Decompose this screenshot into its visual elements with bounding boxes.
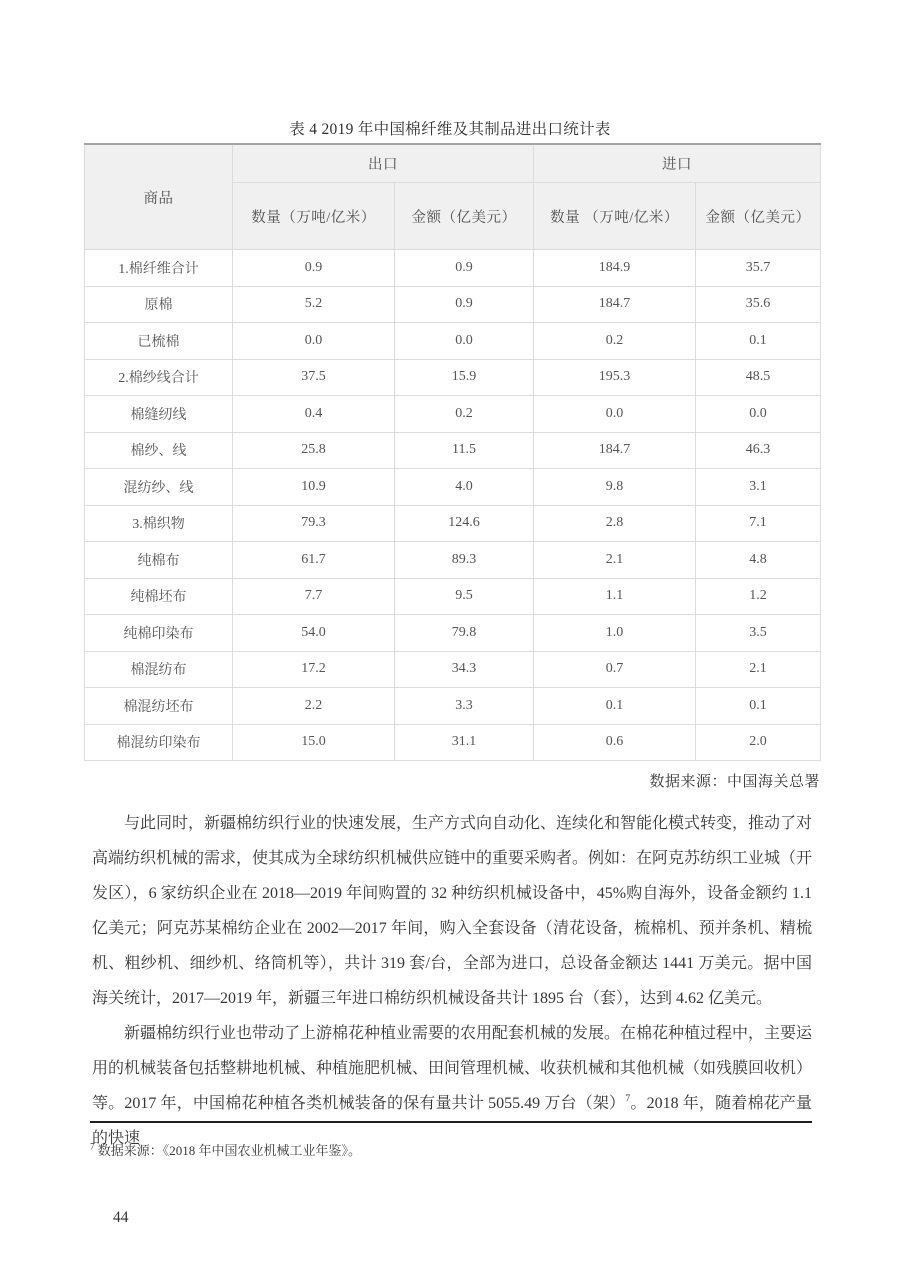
cell-value: 15.9 <box>395 359 534 396</box>
cell-value: 37.5 <box>233 359 395 396</box>
row-label: 棉纱、线 <box>85 432 233 469</box>
cell-value: 0.0 <box>696 396 821 433</box>
cell-value: 54.0 <box>233 615 395 652</box>
cell-value: 61.7 <box>233 542 395 579</box>
table-caption: 表 4 2019 年中国棉纤维及其制品进出口统计表 <box>289 121 611 138</box>
row-label: 棉混纺印染布 <box>85 724 233 761</box>
cell-value: 0.6 <box>534 724 696 761</box>
row-label: 棉混纺坯布 <box>85 688 233 725</box>
footnote-marker: 7 <box>90 1141 95 1152</box>
statistics-table <box>84 143 821 761</box>
cell-value: 2.1 <box>696 651 821 688</box>
row-label: 1.棉纤维合计 <box>85 250 233 287</box>
cell-value: 0.9 <box>395 286 534 323</box>
table-row <box>85 724 821 761</box>
cell-value: 25.8 <box>233 432 395 469</box>
cell-value: 2.8 <box>534 505 696 542</box>
cell-value: 0.1 <box>534 688 696 725</box>
page-number: 44 <box>113 1209 129 1226</box>
cell-value: 0.9 <box>395 250 534 287</box>
cell-value: 7.7 <box>233 578 395 615</box>
cell-value: 0.2 <box>395 396 534 433</box>
cell-value: 184.7 <box>534 432 696 469</box>
cell-value: 124.6 <box>395 505 534 542</box>
cell-value: 0.7 <box>534 651 696 688</box>
header-export-amount: 金额（亿美元） <box>395 183 534 250</box>
table-source: 数据来源：中国海关总署 <box>649 774 820 790</box>
row-label: 纯棉坯布 <box>85 578 233 615</box>
paragraph-1: 与此同时，新疆棉纺织行业的快速发展，生产方式向自动化、连续化和智能化模式转变，推动了对高端纺织机械的需求，使其成为全球纺织机械供应链中的重要采购者。例如：在阿克苏纺织工业城（开发区），6 家纺织企业在 2018—2019 年间购置的 32 种纺织机械设备中，45%购自海外，设备金额约 1.1 亿美元；阿克苏某棉纺企业在 2002—2017 年间，购入全套设备（清花设备，梳棉机、预并条机、精梳机、粗纱机、细纱机、络筒机等），共计 319 套/台，全部为进口，总设备金额达 1441 万美元。据中国海关统计，2017—2019 年，新疆三年进口棉纺织机械设备共计 1895 台（套），达到 4.62 亿美元。 <box>92 815 813 1007</box>
table-row <box>85 432 821 469</box>
cell-value: 48.5 <box>696 359 821 396</box>
footnote-7 <box>90 1140 810 1159</box>
footnote-reference-7: 7 <box>625 1093 631 1105</box>
cell-value: 46.3 <box>696 432 821 469</box>
footnote-separator <box>90 1121 812 1123</box>
cell-value: 0.4 <box>233 396 395 433</box>
table-row <box>85 469 821 506</box>
cell-value: 35.7 <box>696 250 821 287</box>
paragraph-2-text-before: 新疆棉纺织行业也带动了上游棉花种植业需要的农用配套机械的发展。在棉花种植过程中，主要运用的机械装备包括整耕地机械、种植施肥机械、田间管理机械、收获机械和其他机械（如残膜回收机）等。2017 年，中国棉花种植各类机械装备的保有量共计 5055.49 万台（架） <box>92 1025 813 1112</box>
cell-value: 184.7 <box>534 286 696 323</box>
cell-value: 0.1 <box>696 688 821 725</box>
header-import-group: 进口 <box>534 144 821 183</box>
cell-value: 17.2 <box>233 651 395 688</box>
header-export-group: 出口 <box>233 144 534 183</box>
cell-value: 34.3 <box>395 651 534 688</box>
table-body <box>85 250 821 761</box>
table-header <box>85 144 821 250</box>
cell-value: 1.0 <box>534 615 696 652</box>
table-row <box>85 651 821 688</box>
cell-value: 2.1 <box>534 542 696 579</box>
header-import-quantity: 数量 （万吨/亿米） <box>534 183 696 250</box>
cell-value: 2.0 <box>696 724 821 761</box>
cell-value: 11.5 <box>395 432 534 469</box>
table-row <box>85 578 821 615</box>
table-row <box>85 286 821 323</box>
cell-value: 3.5 <box>696 615 821 652</box>
table-row <box>85 688 821 725</box>
row-label: 原棉 <box>85 286 233 323</box>
cell-value: 5.2 <box>233 286 395 323</box>
row-label: 纯棉布 <box>85 542 233 579</box>
cell-value: 10.9 <box>233 469 395 506</box>
cell-value: 0.0 <box>534 396 696 433</box>
cell-value: 1.2 <box>696 578 821 615</box>
cell-value: 79.8 <box>395 615 534 652</box>
cell-value: 3.3 <box>395 688 534 725</box>
cell-value: 0.1 <box>696 323 821 360</box>
header-export-quantity: 数量（万吨/亿米） <box>233 183 395 250</box>
cell-value: 79.3 <box>233 505 395 542</box>
body-text <box>92 806 812 1156</box>
table-row <box>85 359 821 396</box>
cell-value: 15.0 <box>233 724 395 761</box>
cell-value: 31.1 <box>395 724 534 761</box>
table-header-row-groups <box>85 144 821 183</box>
cell-value: 35.6 <box>696 286 821 323</box>
row-label: 已梳棉 <box>85 323 233 360</box>
table-row <box>85 542 821 579</box>
cell-value: 3.1 <box>696 469 821 506</box>
footnote-text: 数据来源：《2018 年中国农业机械工业年鉴》。 <box>97 1143 362 1158</box>
cell-value: 4.0 <box>395 469 534 506</box>
row-label: 混纺纱、线 <box>85 469 233 506</box>
header-product: 商品 <box>85 144 233 250</box>
table-row <box>85 615 821 652</box>
table-row <box>85 250 821 287</box>
row-label: 棉混纺布 <box>85 651 233 688</box>
cell-value: 0.0 <box>233 323 395 360</box>
table-row <box>85 323 821 360</box>
row-label: 棉缝纫线 <box>85 396 233 433</box>
cell-value: 4.8 <box>696 542 821 579</box>
paragraph-2 <box>92 1016 812 1156</box>
cell-value: 195.3 <box>534 359 696 396</box>
cell-value: 89.3 <box>395 542 534 579</box>
header-import-amount: 金额（亿美元） <box>696 183 821 250</box>
row-label: 2.棉纱线合计 <box>85 359 233 396</box>
cell-value: 184.9 <box>534 250 696 287</box>
table-row <box>85 396 821 433</box>
row-label: 纯棉印染布 <box>85 615 233 652</box>
cell-value: 2.2 <box>233 688 395 725</box>
cell-value: 7.1 <box>696 505 821 542</box>
paragraph-2-text-after: 。2018 年，随着棉花产量的快速 <box>92 1095 812 1147</box>
cell-value: 0.0 <box>395 323 534 360</box>
row-label: 3.棉织物 <box>85 505 233 542</box>
cell-value: 1.1 <box>534 578 696 615</box>
cell-value: 0.9 <box>233 250 395 287</box>
cell-value: 9.5 <box>395 578 534 615</box>
table-row <box>85 505 821 542</box>
cell-value: 9.8 <box>534 469 696 506</box>
cell-value: 0.2 <box>534 323 696 360</box>
